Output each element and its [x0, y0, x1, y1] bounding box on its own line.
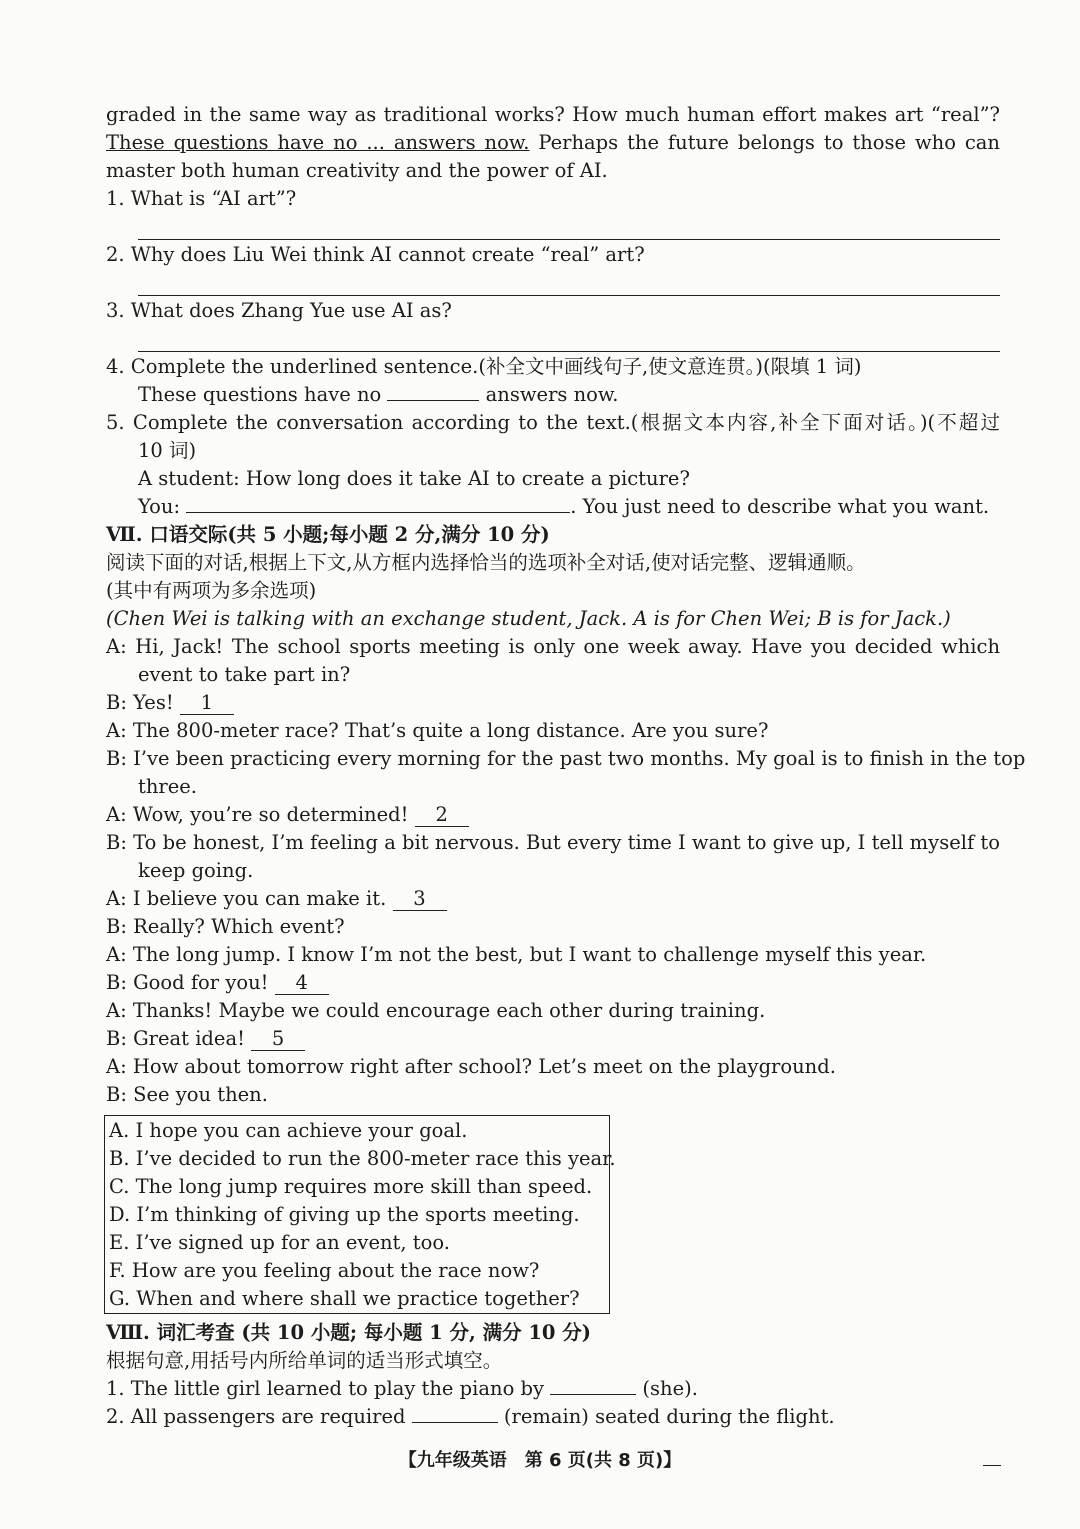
- dialogue-line: [106, 689, 1000, 717]
- vocab-q2-before: 2. All passengers are required: [106, 1405, 412, 1428]
- vocab-q2-after: (remain) seated during the flight.: [497, 1405, 835, 1428]
- dialogue-line: event to take part in?: [138, 663, 351, 686]
- question-2: 2. Why does Liu Wei think AI cannot create “real” art?: [106, 243, 645, 266]
- dialogue-line: B: See you then.: [106, 1083, 268, 1106]
- section-8-heading: Ⅷ. 词汇考查 (共 10 小题; 每小题 1 分, 满分 10 分): [106, 1321, 592, 1344]
- answer-line-1[interactable]: [138, 239, 1000, 240]
- vocab-q1-before: 1. The little girl learned to play the piano by: [106, 1377, 551, 1400]
- vocab-q1-blank[interactable]: [550, 1394, 636, 1395]
- dialogue-text: B: Great idea!: [106, 1027, 252, 1050]
- dialogue-line: B: To be honest, I’m feeling a bit nervous. But every time I want to give up, I tell myself to: [106, 831, 1000, 854]
- dialogue-line: [106, 801, 1000, 829]
- dialogue-line: [106, 885, 1000, 913]
- q4-before: These questions have no: [138, 383, 388, 406]
- dialogue-line: A: Hi, Jack! The school sports meeting is only one week away. Have you decided which: [106, 635, 1000, 658]
- passage-line-2: [106, 129, 1000, 157]
- option-b: B. I’ve decided to run the 800-meter race this year.: [109, 1147, 616, 1170]
- blank-1[interactable]: 1: [180, 692, 234, 715]
- section-7-instruction-2: (其中有两项为多余选项): [106, 579, 317, 602]
- question-5-prompt-2: 10 词): [138, 439, 197, 462]
- vocab-q1-after: (she).: [636, 1377, 698, 1400]
- underlined-sentence: These questions have no ... answers now.: [106, 131, 530, 154]
- section-7-heading: Ⅶ. 口语交际(共 5 小题;每小题 2 分,满分 10 分): [106, 523, 550, 546]
- option-f: F. How are you feeling about the race now?: [109, 1259, 540, 1282]
- section-7-context: (Chen Wei is talking with an exchange student, Jack. A is for Chen Wei; B is for Jack.): [106, 607, 951, 630]
- blank-4[interactable]: 4: [275, 972, 329, 995]
- q5-after: . You just need to describe what you want.: [570, 495, 990, 518]
- dialogue-line: [106, 969, 1000, 997]
- dialogue-text: B: Yes!: [106, 691, 180, 714]
- page-footer: 【九年级英语 第 6 页(共 8 页)】: [398, 1450, 682, 1471]
- dialogue-line: B: I’ve been practicing every morning for the past two months. My goal is to finish in the top: [106, 747, 1026, 770]
- passage-line-2-rest: Perhaps the future belongs to those who can: [529, 131, 1000, 154]
- question-4-prompt: 4. Complete the underlined sentence.(补全文中画线句子,使文意连贯。)(限填 1 词): [106, 355, 862, 378]
- passage-line-3: master both human creativity and the power of AI.: [106, 159, 608, 182]
- dialogue-text: A: Wow, you’re so determined!: [106, 803, 415, 826]
- q4-after: answers now.: [479, 383, 619, 406]
- question-1: 1. What is “AI art”?: [106, 187, 297, 210]
- you-label: You:: [138, 495, 187, 518]
- dialogue-line: three.: [138, 775, 197, 798]
- section-8-instruction: 根据句意,用括号内所给单词的适当形式填空。: [106, 1349, 503, 1372]
- passage-line-1: graded in the same way as traditional works? How much human effort makes art “real”?: [106, 103, 1000, 126]
- vocab-question-1: [106, 1375, 1000, 1403]
- section-7-instruction-1: 阅读下面的对话,根据上下文,从方框内选择恰当的选项补全对话,使对话完整、逻辑通顺。: [106, 551, 866, 574]
- q4-blank[interactable]: [387, 400, 479, 401]
- dialogue-text: B: Good for you!: [106, 971, 275, 994]
- question-4-sentence: [138, 381, 1000, 409]
- dialogue-line: A: Thanks! Maybe we could encourage each other during training.: [106, 999, 766, 1022]
- dialogue-line: keep going.: [138, 859, 254, 882]
- vocab-question-2: [106, 1403, 1000, 1431]
- question-5-you: [138, 493, 1000, 521]
- q5-blank[interactable]: [186, 512, 570, 513]
- option-d: D. I’m thinking of giving up the sports meeting.: [109, 1203, 580, 1226]
- answer-line-3[interactable]: [138, 351, 1000, 352]
- dialogue-line: A: The 800-meter race? That’s quite a long distance. Are you sure?: [106, 719, 769, 742]
- corner-mark: [983, 1465, 1001, 1466]
- blank-3[interactable]: 3: [393, 888, 447, 911]
- option-g: G. When and where shall we practice together?: [109, 1287, 580, 1310]
- options-box: [104, 1115, 616, 1314]
- dialogue-line: A: The long jump. I know I’m not the best, but I want to challenge myself this year.: [106, 943, 927, 966]
- dialogue-line: [106, 1025, 1000, 1053]
- question-5-prompt-1: 5. Complete the conversation according to the text.(根据文本内容,补全下面对话。)(不超过: [106, 411, 1000, 434]
- vocab-q2-blank[interactable]: [412, 1422, 498, 1423]
- dialogue-text: A: I believe you can make it.: [106, 887, 393, 910]
- option-e: E. I’ve signed up for an event, too.: [109, 1231, 450, 1254]
- answer-line-2[interactable]: [138, 295, 1000, 296]
- blank-2[interactable]: 2: [415, 804, 469, 827]
- question-3: 3. What does Zhang Yue use AI as?: [106, 299, 452, 322]
- dialogue-line: B: Really? Which event?: [106, 915, 345, 938]
- blank-5[interactable]: 5: [251, 1028, 305, 1051]
- question-5-student: A student: How long does it take AI to create a picture?: [138, 467, 690, 490]
- dialogue-line: A: How about tomorrow right after school? Let’s meet on the playground.: [106, 1055, 836, 1078]
- option-a: A. I hope you can achieve your goal.: [109, 1119, 468, 1142]
- option-c: C. The long jump requires more skill than speed.: [109, 1175, 593, 1198]
